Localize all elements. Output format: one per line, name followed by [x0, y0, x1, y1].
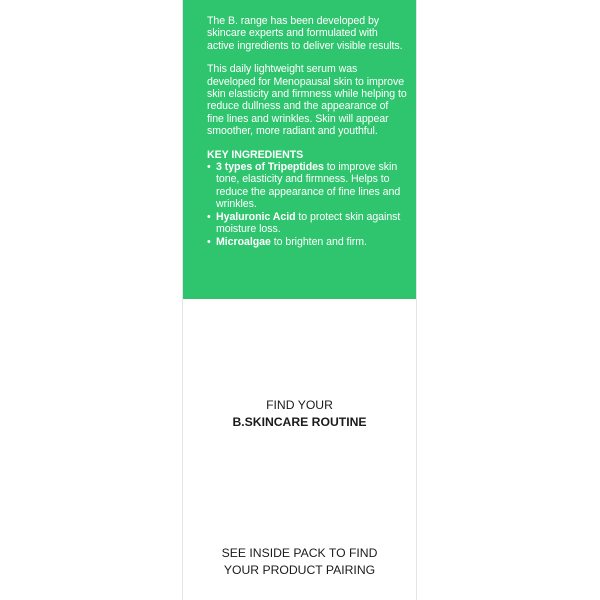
- bullet-icon: •: [207, 161, 211, 174]
- ingredient-name: 3 types of Tripeptides: [216, 161, 324, 174]
- routine-line-2: B.SKINCARE ROUTINE: [232, 415, 367, 429]
- product-box-side: [183, 0, 416, 600]
- ingredient-item-tripeptides: [207, 161, 407, 211]
- description-paragraph-1: The B. range has been developed by skincare experts and formulated with active ingredients to deliver visible results.: [207, 15, 403, 52]
- key-ingredients-heading: KEY INGREDIENTS: [207, 148, 304, 161]
- key-ingredients-list: [207, 161, 407, 248]
- bullet-icon: •: [207, 235, 211, 248]
- routine-callout: [183, 397, 416, 431]
- ingredient-item-microalgae: [207, 236, 407, 248]
- pairing-line-1: SEE INSIDE PACK TO FIND: [221, 546, 378, 560]
- ingredient-item-hyaluronic-acid: [207, 211, 407, 236]
- pairing-callout: [183, 545, 416, 579]
- bullet-icon: •: [207, 210, 211, 223]
- ingredient-description: to brighten and firm.: [270, 235, 367, 248]
- routine-line-1: FIND YOUR: [266, 398, 333, 412]
- ingredient-description: to protect skin against moisture loss.: [216, 210, 401, 236]
- ingredient-name: Hyaluronic Acid: [216, 210, 296, 223]
- green-info-panel: [183, 0, 416, 299]
- description-paragraph-2: This daily lightweight serum was developed for Menopausal skin to improve skin elasticity and firmness while helping to reduce dullness and the appearance of fine lines and wrinkles. Skin will appear smoother, more radiant and youthful.: [207, 63, 407, 138]
- pairing-line-2: YOUR PRODUCT PAIRING: [223, 563, 376, 577]
- description-text: [207, 15, 407, 248]
- white-panel: [183, 299, 416, 600]
- ingredient-name: Microalgae: [216, 235, 271, 248]
- ingredient-description: to improve skin tone, elasticity and firmness. Helps to reduce the appearance of fine lines and wrinkles.: [216, 161, 401, 211]
